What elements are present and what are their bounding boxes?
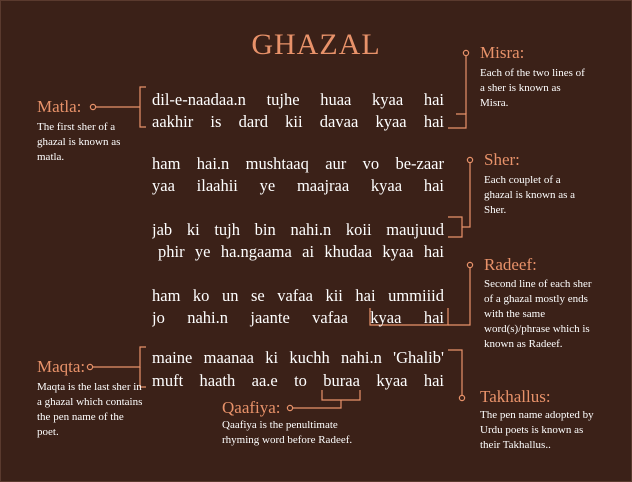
qaafiya-underline bbox=[322, 390, 360, 400]
takhallus-dot bbox=[459, 395, 464, 400]
matla-description: The first sher of a ghazal is known as matla. bbox=[37, 121, 121, 163]
misra-bracket bbox=[448, 114, 466, 128]
qaafiya-dot bbox=[287, 405, 292, 410]
misra-heading: Misra: bbox=[480, 43, 525, 62]
verse-line-5: jab ki tujh bin nahi.n koii maujuud bbox=[152, 220, 444, 239]
qaafiya-description: Qaafiya is the penultimate rhyming word before Radeef. bbox=[222, 419, 353, 446]
radeef-heading: Radeef: bbox=[484, 255, 537, 274]
sher-heading: Sher: bbox=[484, 150, 520, 169]
takhallus-heading: Takhallus: bbox=[480, 387, 551, 406]
matla-heading: Matla: bbox=[37, 97, 82, 116]
verse-line-9: maine maanaa ki kuchh nahi.n 'Ghalib' bbox=[152, 348, 444, 367]
diagram-title: GHAZAL bbox=[251, 28, 381, 61]
sher-description: Each couplet of a ghazal is known as a Sher. bbox=[484, 174, 576, 216]
matla-dot bbox=[90, 104, 95, 109]
takhallus-description: The pen name adopted by Urdu poets is known as their Takhallus.. bbox=[480, 409, 594, 451]
verse-line-8: jo nahi.n jaante vafaa kyaa hai bbox=[152, 308, 444, 327]
verse-line-10: muft haath aa.e to buraa kyaa hai bbox=[152, 371, 444, 390]
radeef-description: Second line of each sher of a ghazal mostly ends with the same word(s)/phrase which is known as Radeef. bbox=[484, 278, 592, 350]
radeef-connector bbox=[448, 268, 470, 325]
misra-description: Each of the two lines of a sher is known as Misra. bbox=[480, 67, 585, 109]
maqta-dot bbox=[87, 364, 92, 369]
sher-dot bbox=[467, 157, 472, 162]
misra-dot bbox=[463, 50, 468, 55]
verse-line-2: aakhir is dard kii davaa kyaa hai bbox=[152, 112, 444, 131]
takhallus-connector bbox=[448, 350, 462, 395]
qaafiya-heading: Qaafiya: bbox=[222, 398, 281, 417]
verse-line-7: ham ko un se vafaa kii hai ummiiid bbox=[152, 286, 444, 305]
verse-line-1: dil-e-naadaa.n tujhe huaa kyaa hai bbox=[152, 90, 444, 109]
verse-line-4: yaa ilaahii ye maajraa kyaa hai bbox=[152, 176, 444, 195]
maqta-bracket bbox=[92, 347, 146, 367]
maqta-heading: Maqta: bbox=[37, 357, 86, 376]
sher-connector bbox=[462, 163, 470, 227]
qaafiya-connector bbox=[292, 400, 341, 408]
radeef-dot bbox=[467, 262, 472, 267]
verse-line-3: ham hai.n mushtaaq aur vo be-zaar bbox=[152, 154, 444, 173]
sher-bracket bbox=[448, 217, 462, 237]
verse-line-6: phir ye ha.ngaama ai khudaa kyaa hai bbox=[158, 242, 444, 261]
maqta-description: Maqta is the last sher in a ghazal which contains the pen name of the poet. bbox=[37, 381, 143, 438]
